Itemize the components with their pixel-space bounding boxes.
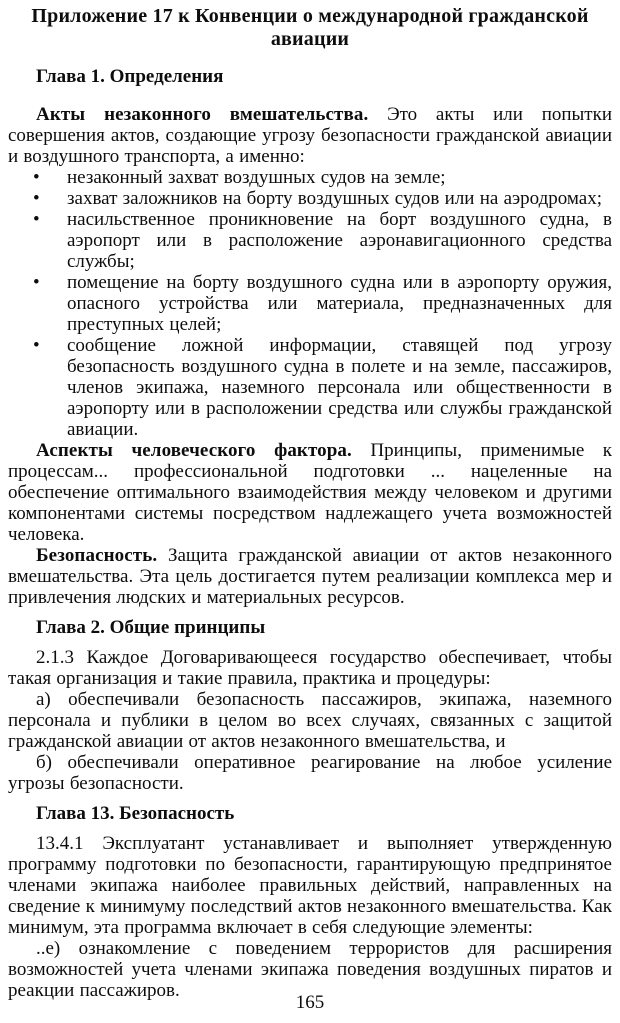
document-content <box>8 66 612 1001</box>
paragraph <box>8 440 612 545</box>
paragraph-lead-term: Акты незаконного вмешательства. <box>36 104 369 125</box>
bullet-list <box>8 167 612 440</box>
paragraph <box>8 752 612 794</box>
bullet-item: • незаконный захват воздушных судов на земле; <box>8 167 612 188</box>
paragraph <box>8 689 612 752</box>
paragraph <box>8 104 612 167</box>
paragraph-text: Защита гражданской авиации от актов незаконного вмешательства. Эта цель достигается путем реализации комплекса мер и привлечения людских и материальных ресурсов. <box>8 545 612 608</box>
document-title: Приложение 17 к Конвенции о международной гражданской авиации <box>31 5 589 50</box>
bullet-item: • сообщение ложной информации, ставящей под угрозу безопасность воздушного судна в полете и на земле, пассажиров, членов экипажа, наземного персонала или общественности в аэропорту или в расположении средства или службы гражданской авиации. <box>8 335 612 440</box>
paragraph-text: 2.1.3 Каждое Договаривающееся государство обеспечивает, чтобы такая организация и такие правила, практика и процедуры: <box>8 647 612 689</box>
paragraph-text: Это акты или попытки совершения актов, создающие угрозу безопасности гражданской авиации и воздушного транспорта, а именно: <box>8 104 613 167</box>
paragraph-text: 13.4.1 Эксплуатант устанавливает и выполняет утвержденную программу подготовки по безопасности, гарантирующую предпринятое членами экипажа наиболее правильных действий, направленных на сведение к минимуму последствий актов незаконного вмешательства. Как минимум, эта программа включает в себя следующие элементы: <box>8 833 613 938</box>
bullet-item: • помещение на борту воздушного судна или в аэропорту оружия, опасного устройства или материала, предназначенных для преступных целей; <box>8 272 612 335</box>
paragraph-text: а) обеспечивали безопасность пассажиров, экипажа, наземного персонала и публики в целом во всех случаях, связанных с защитой гражданской авиации от актов незаконного вмешательства, и <box>8 689 612 752</box>
bullet-item: • насильственное проникновение на борт воздушного судна, в аэропорт или в расположение аэронавигационного средства службы; <box>8 209 612 272</box>
paragraph-lead-term: Аспекты человеческого фактора. <box>36 440 352 461</box>
paragraph-text: б) обеспечивали оперативное реагирование на любое усиление угрозы безопасности. <box>8 752 612 794</box>
chapter-heading: Глава 13. Безопасность <box>36 803 235 824</box>
paragraph-text: ..е) ознакомление с поведением террористов для расширения возможностей учета членами экипажа поведения воздушных пиратов и реакции пассажиров. <box>8 938 612 1001</box>
paragraph-text: Принципы, применимые к процессам... профессиональной подготовки ... нацеленные на обеспечение оптимального взаимодействия между человеком и другими компонентами системы посредством надлежащего учета возможностей человека. <box>8 440 613 545</box>
bullet-item: • захват заложников на борту воздушных судов или на аэродромах; <box>8 188 612 209</box>
paragraph <box>8 833 612 938</box>
paragraph <box>8 647 612 689</box>
paragraph-lead-term: Безопасность. <box>36 545 158 566</box>
page-number: 165 <box>295 992 325 1013</box>
chapter-heading: Глава 1. Определения <box>36 66 224 87</box>
chapter-heading: Глава 2. Общие принципы <box>36 617 266 638</box>
paragraph <box>8 545 612 608</box>
